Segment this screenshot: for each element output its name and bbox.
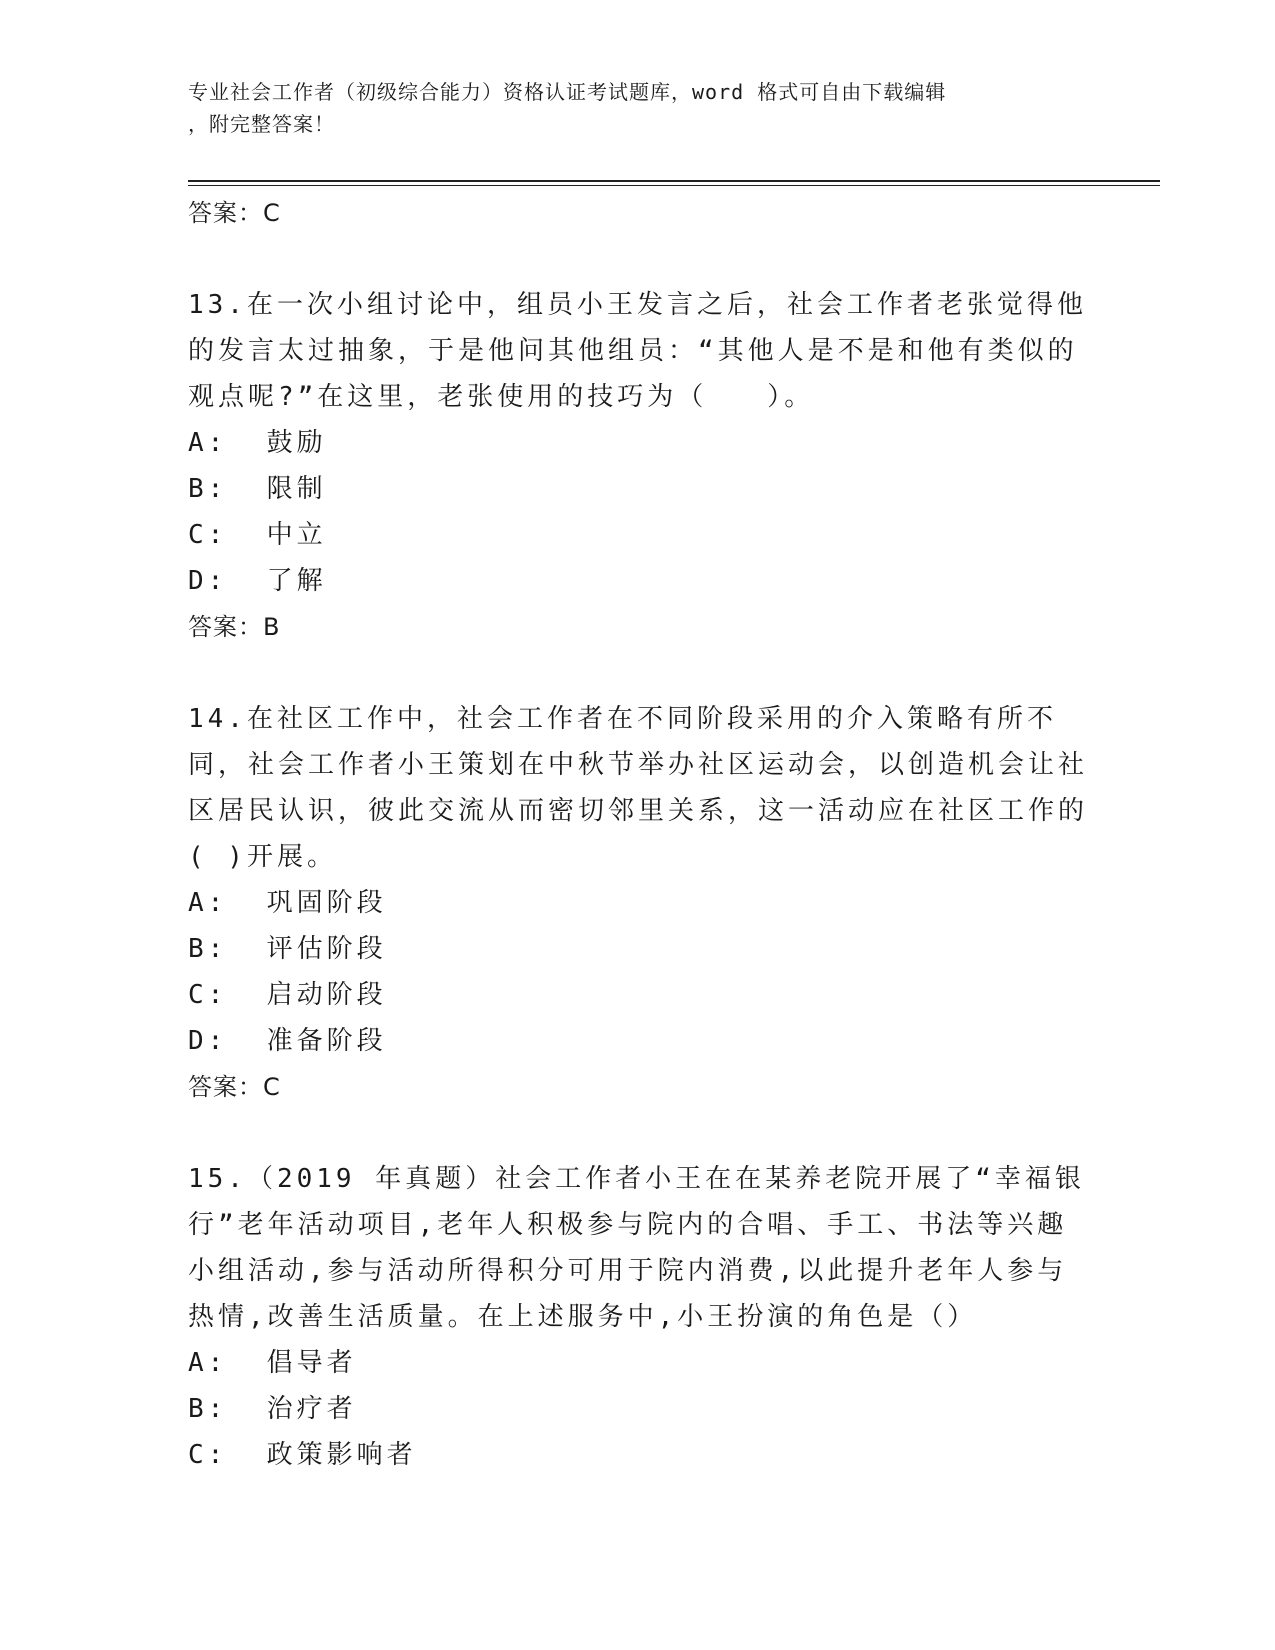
option-a: A: 巩固阶段	[188, 888, 387, 918]
header-line-2: ，附完整答案！	[188, 112, 335, 136]
question-14	[188, 696, 1088, 1110]
answer: 答案：B	[188, 613, 281, 641]
option-b: B: 评估阶段	[188, 934, 387, 964]
document-body	[188, 190, 1088, 1478]
option-a: A: 倡导者	[188, 1348, 357, 1378]
option-c: C: 中立	[188, 520, 327, 550]
option-c: C: 政策影响者	[188, 1440, 417, 1470]
question-text: 15.（2019 年真题）社会工作者小王在在某养老院开展了“幸福银行”老年活动项目,老年人积极参与院内的合唱、手工、书法等兴趣小组活动,参与活动所得积分可用于院内消费,以此提升老年人参与热情,改善生活质量。在上述服务中,小王扮演的角色是（）	[188, 1164, 1085, 1332]
question-text: 14.在社区工作中，社会工作者在不同阶段采用的介入策略有所不同，社会工作者小王策划在中秋节举办社区运动会，以创造机会让社区居民认识，彼此交流从而密切邻里关系，这一活动应在社区工作的( )开展。	[188, 704, 1089, 872]
header-rule-thin	[188, 185, 1160, 186]
option-c: C: 启动阶段	[188, 980, 387, 1010]
option-d: D: 了解	[188, 566, 327, 596]
header-rule-thick	[188, 180, 1160, 182]
question-13	[188, 282, 1088, 650]
question-text: 13.在一次小组讨论中，组员小王发言之后，社会工作者老张觉得他的发言太过抽象，于是他问其他组员：“其他人是不是和他有类似的观点呢?”在这里，老张使用的技巧为（ ）。	[188, 290, 1087, 412]
option-a: A: 鼓励	[188, 428, 327, 458]
header-line-1: 专业社会工作者（初级综合能力）资格认证考试题库，word 格式可自由下载编辑	[188, 80, 947, 104]
option-d: D: 准备阶段	[188, 1026, 387, 1056]
option-b: B: 治疗者	[188, 1394, 357, 1424]
option-b: B: 限制	[188, 474, 327, 504]
page-header	[188, 76, 1088, 140]
answer: 答案：C	[188, 1073, 281, 1101]
previous-answer: 答案：C	[188, 199, 281, 227]
question-15	[188, 1156, 1088, 1478]
